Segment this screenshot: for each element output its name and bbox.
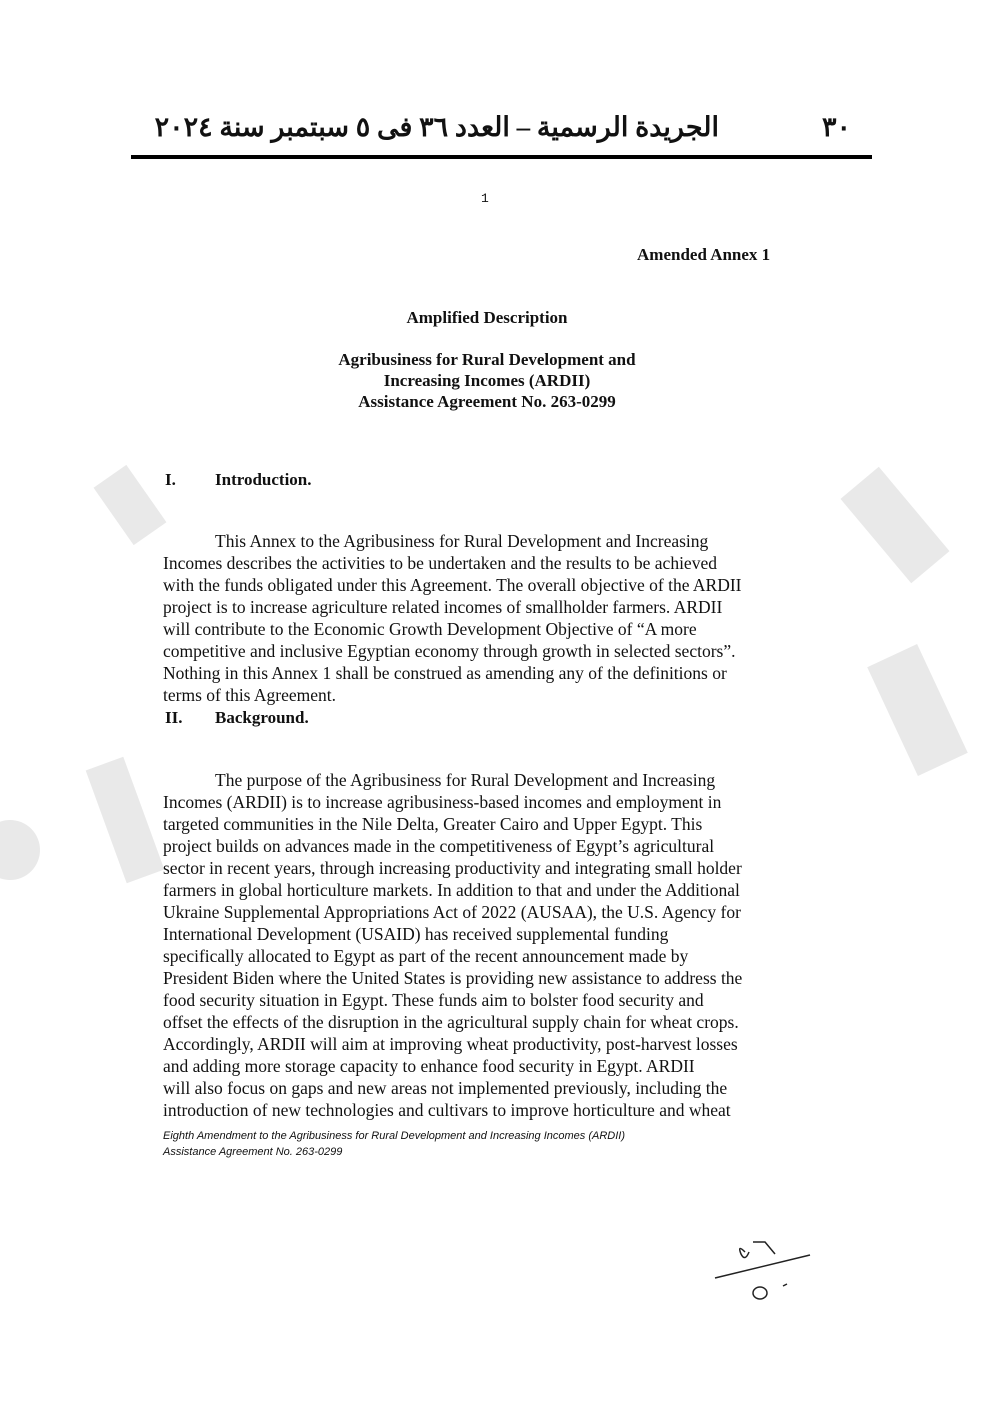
- watermark-dot: [0, 820, 40, 880]
- paragraph-line: President Biden where the United States is providing new assistance to address the: [163, 968, 743, 988]
- paragraph-line: specifically allocated to Egypt as part of the recent announcement made by: [163, 946, 689, 966]
- section-heading: Introduction.: [215, 470, 312, 489]
- watermark-stroke: [840, 467, 949, 583]
- section-heading: Background.: [215, 708, 309, 727]
- footer-line: Eighth Amendment to the Agribusiness for Rural Development and Increasing Incomes (ARDII): [163, 1130, 626, 1142]
- gazette-header-title: الجريدة الرسمية – العدد ٣٦ فى ٥ سبتمبر سنة ٢٠٢٤: [154, 112, 719, 142]
- watermark-stroke: [867, 644, 968, 776]
- document-title: Amplified Description: [406, 308, 568, 327]
- paragraph-line: with the funds obligated under this Agreement. The overall objective of the ARDII: [163, 575, 742, 595]
- paragraph-line: This Annex to the Agribusiness for Rural Development and Increasing: [215, 531, 709, 551]
- paragraph-line: will contribute to the Economic Growth Development Objective of “A more: [163, 619, 697, 639]
- subtitle-line: Assistance Agreement No. 263-0299: [358, 392, 616, 411]
- header-rule: [131, 155, 872, 159]
- document-subtitle: [0, 349, 989, 412]
- paragraph-line: food security situation in Egypt. These funds aim to bolster food security and: [163, 990, 704, 1010]
- paragraph-line: International Development (USAID) has received supplemental funding: [163, 924, 669, 944]
- watermark-stroke: [86, 757, 165, 883]
- paragraph-line: project is to increase agriculture related incomes of smallholder farmers. ARDII: [163, 597, 723, 617]
- paragraph-line: Ukraine Supplemental Appropriations Act of 2022 (AUSAA), the U.S. Agency for: [163, 902, 741, 922]
- paragraph-line: Incomes (ARDII) is to increase agribusiness-based incomes and employment in: [163, 792, 722, 812]
- paragraph-line: and adding more storage capacity to enhance food security in Egypt. ARDII: [163, 1056, 695, 1076]
- paragraph-line: Accordingly, ARDII will aim at improving wheat productivity, post-harvest losses: [163, 1034, 738, 1054]
- footer-line: Assistance Agreement No. 263-0299: [163, 1146, 343, 1158]
- section-number: II.: [165, 708, 183, 727]
- handwritten-note: [705, 1230, 815, 1305]
- paragraph-line: The purpose of the Agribusiness for Rural Development and Increasing: [215, 770, 716, 790]
- paragraph-line: offset the effects of the disruption in the agricultural supply chain for wheat crops.: [163, 1012, 739, 1032]
- subtitle-line: Agribusiness for Rural Development and: [338, 350, 636, 369]
- watermark-stroke: [94, 465, 167, 545]
- document-page-number: 1: [481, 191, 489, 206]
- annex-label: Amended Annex 1: [637, 245, 771, 264]
- paragraph-line: Incomes describes the activities to be undertaken and the results to be achieved: [163, 553, 717, 573]
- paragraph-line: introduction of new technologies and cultivars to improve horticulture and wheat: [163, 1100, 731, 1120]
- paragraph-line: will also focus on gaps and new areas not implemented previously, including the: [163, 1078, 728, 1098]
- paragraph-line: sector in recent years, through increasing productivity and integrating small holder: [163, 858, 742, 878]
- gazette-page-number: ٣٠: [822, 112, 852, 142]
- paragraph-line: competitive and inclusive Egyptian economy through growth in selected sectors”.: [163, 641, 736, 661]
- section-number: I.: [165, 470, 176, 489]
- subtitle-line: Increasing Incomes (ARDII): [383, 371, 591, 390]
- paragraph-line: Nothing in this Annex 1 shall be construed as amending any of the definitions or: [163, 663, 727, 683]
- paragraph-line: terms of this Agreement.: [163, 685, 337, 705]
- paragraph-line: targeted communities in the Nile Delta, Greater Cairo and Upper Egypt. This: [163, 814, 703, 834]
- paragraph-line: farmers in global horticulture markets. In addition to that and under the Additional: [163, 880, 740, 900]
- paragraph-line: project builds on advances made in the competitiveness of Egypt’s agricultural: [163, 836, 715, 856]
